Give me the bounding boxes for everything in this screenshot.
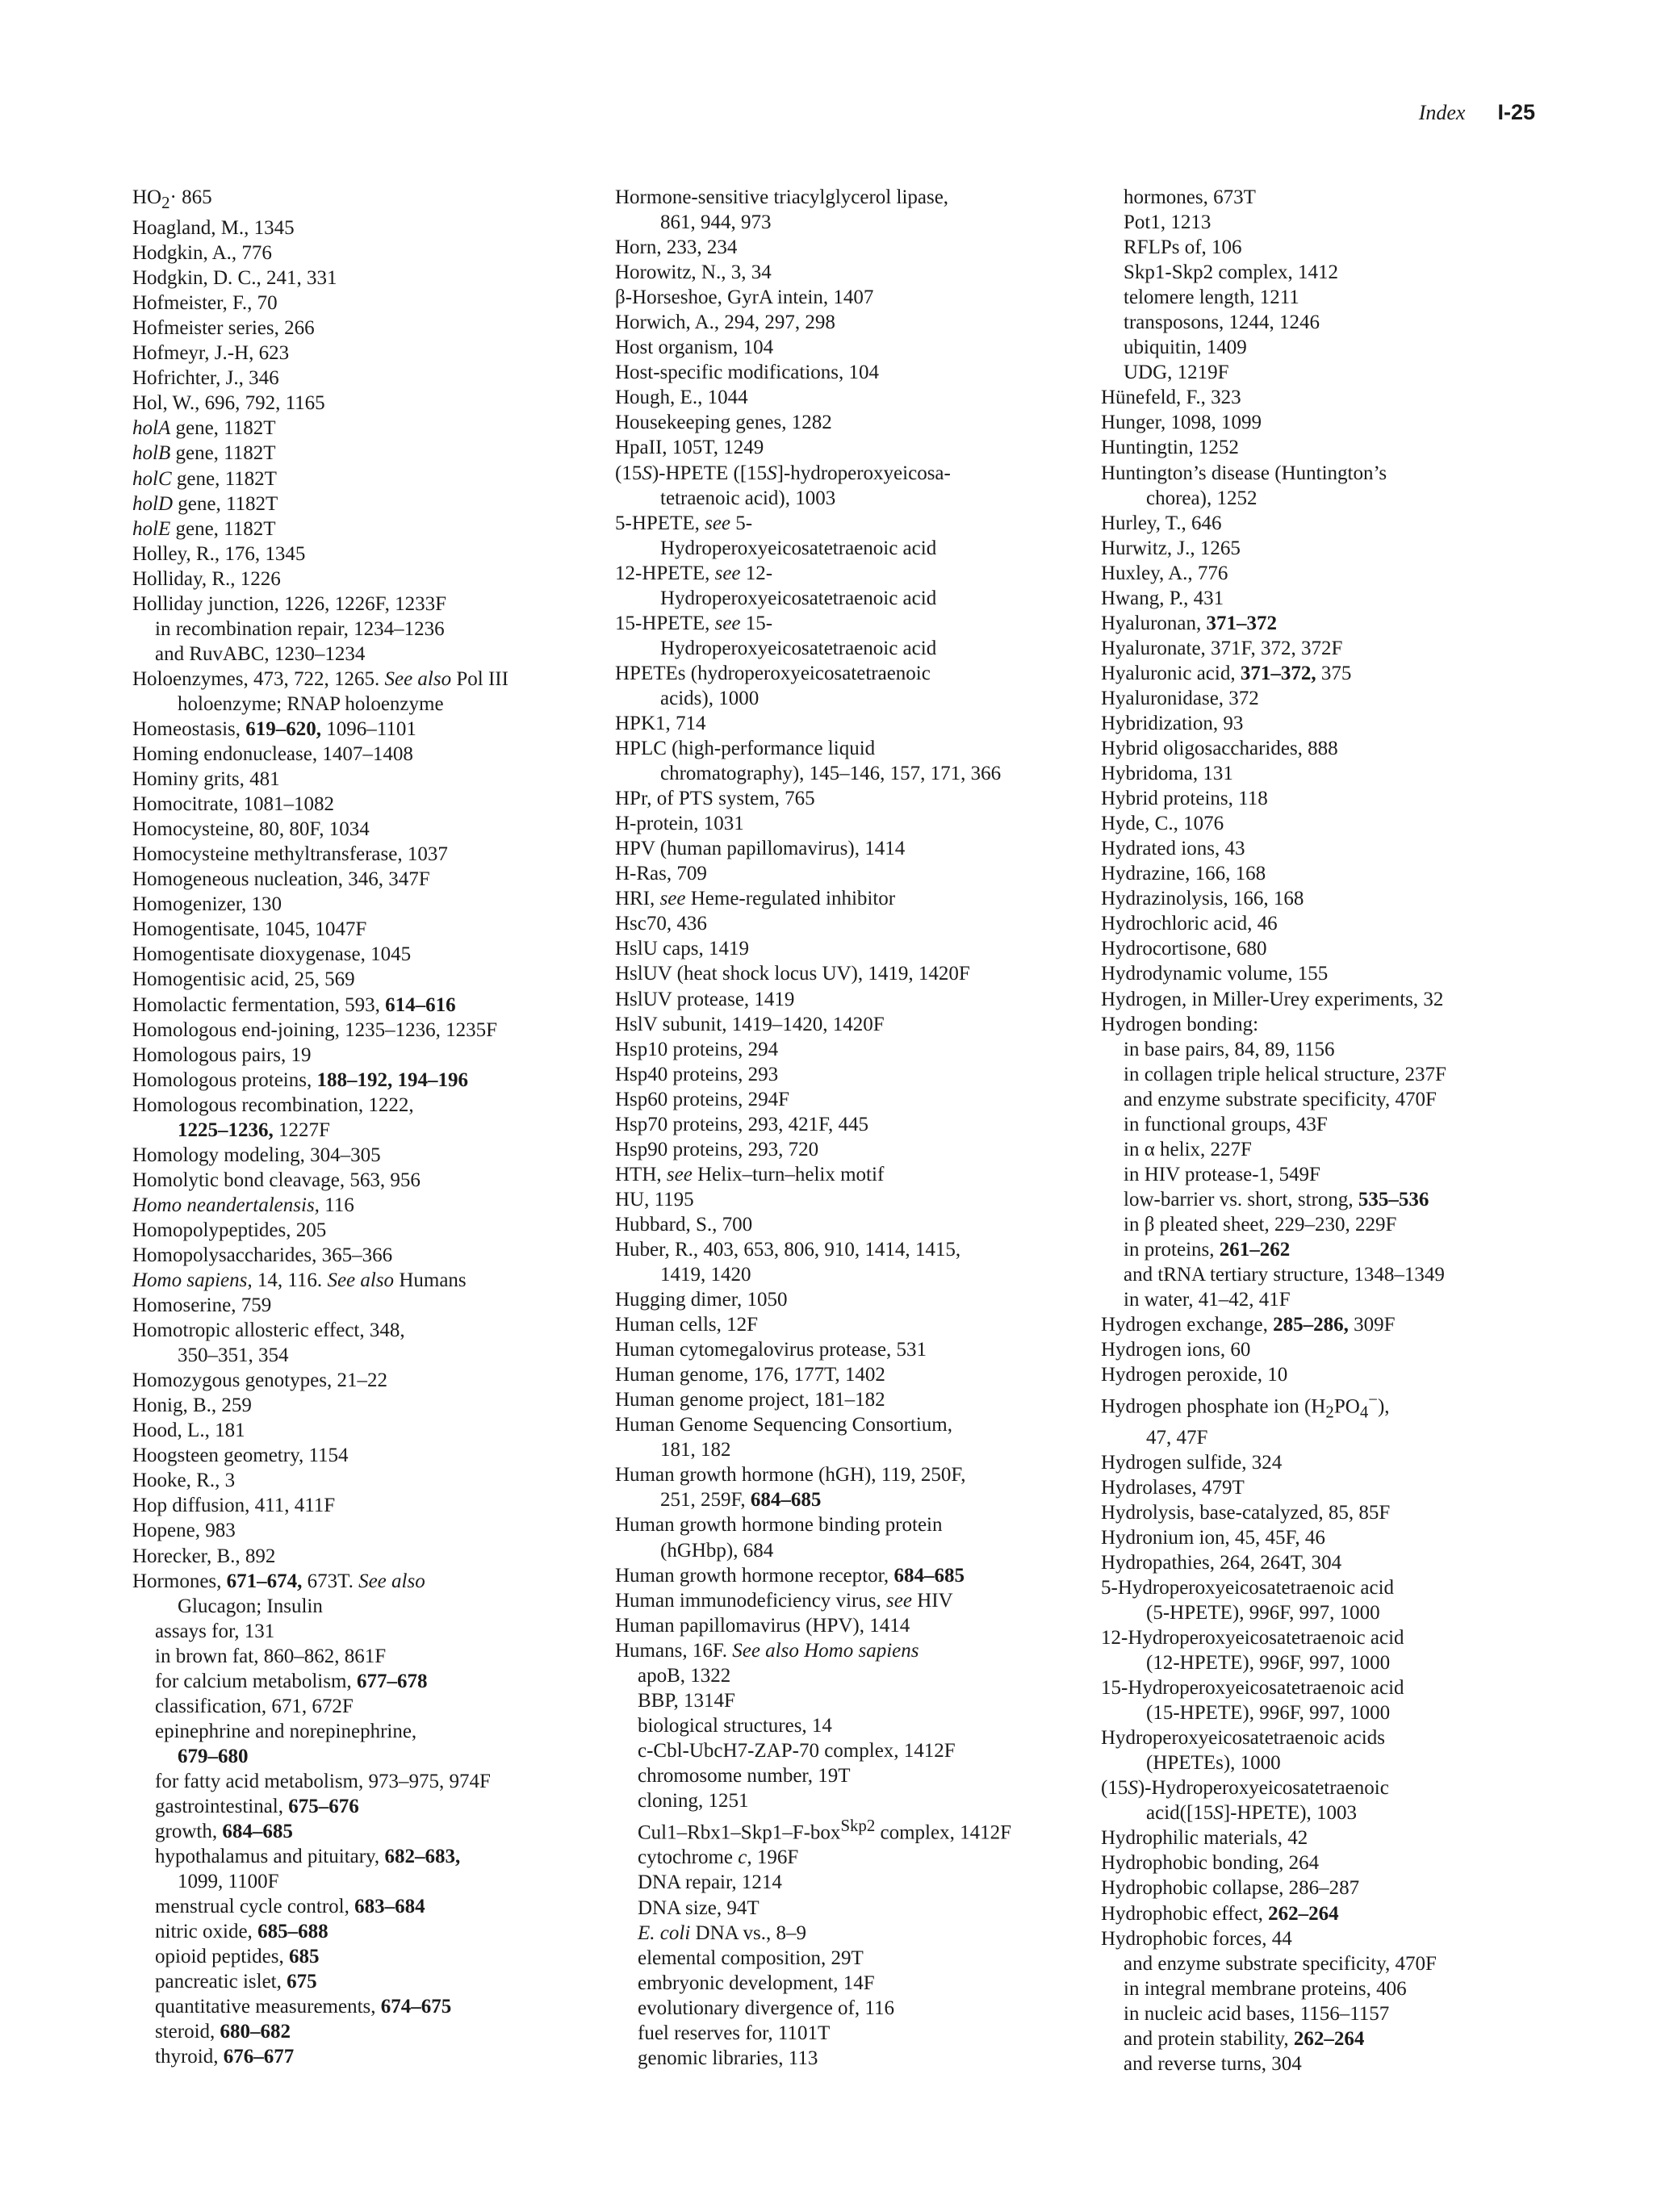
index-entry: Hydrodynamic volume, 155 xyxy=(1101,963,1329,985)
index-entry: Human genome, 176, 177T, 1402 xyxy=(615,1364,885,1386)
index-entry: Homocysteine methyltransferase, 1037 xyxy=(132,843,448,866)
index-entry: Hydrophilic materials, 42 xyxy=(1101,1827,1308,1850)
index-entry: Homopolypeptides, 205 xyxy=(132,1219,327,1241)
index-entry-continuation: chromatography), 145–146, 157, 171, 366 xyxy=(660,763,1002,785)
index-entry: Homozygous genotypes, 21–22 xyxy=(132,1369,387,1392)
index-entry: Hodgkin, A., 776 xyxy=(132,242,272,265)
index-entry: Hyaluronate, 371F, 372, 372F xyxy=(1101,637,1343,659)
index-entry: Hydrogen bonding: xyxy=(1101,1013,1259,1035)
index-entry-continuation: (15-HPETE), 996F, 997, 1000 xyxy=(1146,1702,1391,1725)
index-entry: Homopolysaccharides, 365–366 xyxy=(132,1244,393,1266)
index-entry: Homogentisate, 1045, 1047F xyxy=(132,918,367,941)
index-subentry: telomere length, 1211 xyxy=(1124,286,1299,309)
index-entry-continuation: 861, 944, 973 xyxy=(660,211,772,234)
index-entry: Hydrogen, in Miller-Urey experiments, 32 xyxy=(1101,988,1444,1010)
index-entry: Hsp40 proteins, 293 xyxy=(615,1063,779,1085)
index-entry-continuation: 251, 259F, 684–685 xyxy=(660,1489,822,1512)
index-subentry: in α helix, 227F xyxy=(1124,1138,1252,1160)
index-entry: holD gene, 1182T xyxy=(132,492,278,515)
index-subentry: and enzyme substrate specificity, 470F xyxy=(1124,1952,1437,1975)
index-entry: Hormones, 671–674, 673T. See also xyxy=(132,1570,425,1592)
index-entry: (15S)-HPETE ([15S]-hydroperoxyeicosa- xyxy=(615,462,951,484)
index-entry-continuation: acid([15S]-HPETE), 1003 xyxy=(1146,1802,1358,1825)
index-entry: Horn, 233, 234 xyxy=(615,236,738,259)
index-subentry: UDG, 1219F xyxy=(1124,362,1229,384)
index-entry: Hydrolysis, base-catalyzed, 85, 85F xyxy=(1101,1501,1391,1524)
index-subentry: for calcium metabolism, 677–678 xyxy=(155,1670,428,1692)
index-entry: Homocitrate, 1081–1082 xyxy=(132,793,334,816)
index-entry: Homogentisate dioxygenase, 1045 xyxy=(132,943,412,966)
index-entry: Horwich, A., 294, 297, 298 xyxy=(615,312,835,334)
index-subentry: pancreatic islet, 675 xyxy=(155,1971,317,1993)
index-entry: Human cells, 12F xyxy=(615,1314,759,1336)
index-subentry: transposons, 1244, 1246 xyxy=(1124,312,1320,334)
index-entry: Hybridization, 93 xyxy=(1101,712,1244,734)
index-entry-continuation: Glucagon; Insulin xyxy=(178,1595,323,1617)
index-entry: Hugging dimer, 1050 xyxy=(615,1289,788,1311)
index-entry: HU, 1195 xyxy=(615,1188,694,1211)
index-entry: Homo neandertalensis, 116 xyxy=(132,1194,354,1216)
index-entry-continuation: holoenzyme; RNAP holoenzyme xyxy=(178,692,444,715)
index-subentry: BBP, 1314F xyxy=(638,1689,735,1712)
index-subentry: classification, 671, 672F xyxy=(155,1695,354,1717)
index-entry: (15S)-Hydroperoxyeicosatetraenoic xyxy=(1101,1777,1389,1800)
index-subentry: in collagen triple helical structure, 237F xyxy=(1124,1063,1446,1085)
index-subentry: and reverse turns, 304 xyxy=(1124,2052,1302,2075)
index-subentry: evolutionary divergence of, 116 xyxy=(638,1997,894,2019)
index-subentry: Pot1, 1213 xyxy=(1124,211,1212,234)
index-entry: 12-Hydroperoxyeicosatetraenoic acid xyxy=(1101,1627,1404,1649)
index-subentry: and tRNA tertiary structure, 1348–1349 xyxy=(1124,1264,1445,1286)
index-subentry: E. coli DNA vs., 8–9 xyxy=(638,1921,807,1944)
index-entry: Homology modeling, 304–305 xyxy=(132,1144,381,1166)
index-entry: Hydrogen ions, 60 xyxy=(1101,1339,1251,1361)
index-entry: Hydroperoxyeicosatetraenoic acids xyxy=(1101,1727,1385,1750)
index-entry: Hsp10 proteins, 294 xyxy=(615,1038,779,1060)
index-entry: Hydrogen peroxide, 10 xyxy=(1101,1364,1288,1386)
index-entry: H-Ras, 709 xyxy=(615,863,707,885)
index-entry: Hydropathies, 264, 264T, 304 xyxy=(1101,1551,1342,1574)
index-entry: Host organism, 104 xyxy=(615,337,774,359)
index-subentry: in functional groups, 43F xyxy=(1124,1113,1328,1135)
index-entry: Hydrophobic effect, 262–264 xyxy=(1101,1902,1339,1925)
running-head xyxy=(1419,100,1535,125)
index-entry: Huber, R., 403, 653, 806, 910, 1414, 1415, xyxy=(615,1238,961,1261)
index-entry: Hofmeister, F., 70 xyxy=(132,292,278,315)
index-entry-continuation: Hydroperoxyeicosatetraenoic acid xyxy=(660,537,937,559)
index-entry: Homologous end-joining, 1235–1236, 1235F xyxy=(132,1018,498,1041)
index-entry: Hydrazinolysis, 166, 168 xyxy=(1101,888,1304,910)
index-entry: Homolactic fermentation, 593, 614–616 xyxy=(132,993,456,1016)
index-entry: Human papillomavirus (HPV), 1414 xyxy=(615,1614,910,1637)
index-subentry: in β pleated sheet, 229–230, 229F xyxy=(1124,1213,1397,1236)
index-entry: Hominy grits, 481 xyxy=(132,768,280,791)
index-entry: Homogenizer, 130 xyxy=(132,893,282,916)
index-entry: Homogentisic acid, 25, 569 xyxy=(132,968,355,991)
index-entry: Hurwitz, J., 1265 xyxy=(1101,537,1241,559)
index-entry: HPK1, 714 xyxy=(615,712,706,734)
index-entry: Human growth hormone binding protein xyxy=(615,1514,943,1537)
index-entry: Hooke, R., 3 xyxy=(132,1470,236,1492)
index-entry: Hydrophobic bonding, 264 xyxy=(1101,1852,1320,1875)
index-entry: Hubbard, S., 700 xyxy=(615,1213,753,1236)
index-entry: HTH, see Helix–turn–helix motif xyxy=(615,1163,885,1185)
index-entry: Horowitz, N., 3, 34 xyxy=(615,261,772,284)
index-entry: Hsc70, 436 xyxy=(615,913,707,935)
index-subentry: Cul1–Rbx1–Skp1–F-box$^{Skp2}$ complex, 1412F xyxy=(638,1816,1012,1844)
index-entry: Homing endonuclease, 1407–1408 xyxy=(132,743,413,766)
index-entry-continuation: (HPETEs), 1000 xyxy=(1146,1752,1281,1775)
index-entry: HPr, of PTS system, 765 xyxy=(615,788,815,810)
index-entry: Hoogsteen geometry, 1154 xyxy=(132,1445,349,1467)
index-entry: Human Genome Sequencing Consortium, xyxy=(615,1414,952,1436)
index-subentry: thyroid, 676–677 xyxy=(155,2046,295,2068)
index-entry: 5-HPETE, see 5- xyxy=(615,512,753,534)
index-entry: Hsp90 proteins, 293, 720 xyxy=(615,1138,819,1160)
index-entry: Homologous pairs, 19 xyxy=(132,1043,312,1066)
index-entry-continuation: chorea), 1252 xyxy=(1146,487,1258,509)
index-subentry: low-barrier vs. short, strong, 535–536 xyxy=(1124,1188,1429,1211)
index-entry: 15-Hydroperoxyeicosatetraenoic acid xyxy=(1101,1677,1404,1700)
index-entry-continuation: 350–351, 354 xyxy=(178,1344,289,1367)
index-entry: Human growth hormone receptor, 684–685 xyxy=(615,1564,965,1587)
index-entry: Hydrophobic forces, 44 xyxy=(1101,1927,1292,1950)
index-entry: HRI, see Heme-regulated inhibitor xyxy=(615,888,896,910)
index-entry: Huntingtin, 1252 xyxy=(1101,437,1239,459)
index-column-2 xyxy=(615,185,1075,2071)
index-entry: Hormone-sensitive triacylglycerol lipase, xyxy=(615,186,949,208)
index-subentry: Skp1-Skp2 complex, 1412 xyxy=(1124,261,1338,284)
index-entry: Hood, L., 181 xyxy=(132,1420,245,1442)
index-entry: Holliday, R., 1226 xyxy=(132,567,281,590)
index-subentry: cytochrome c, 196F xyxy=(638,1846,799,1869)
index-entry: Human immunodeficiency virus, see HIV xyxy=(615,1589,953,1612)
index-subentry: biological structures, 14 xyxy=(638,1714,832,1737)
index-subentry: quantitative measurements, 674–675 xyxy=(155,1996,452,2018)
index-entry: HslUV protease, 1419 xyxy=(615,988,795,1010)
index-subentry: DNA repair, 1214 xyxy=(638,1871,782,1894)
index-entry: Hydronium ion, 45, 45F, 46 xyxy=(1101,1526,1325,1549)
index-entry: Hofmeister series, 266 xyxy=(132,317,315,340)
index-entry-continuation: 181, 182 xyxy=(660,1439,731,1461)
index-entry: Homeostasis, 619–620, 1096–1101 xyxy=(132,717,416,740)
index-entry: Humans, 16F. See also Homo sapiens xyxy=(615,1639,919,1662)
index-subentry: in base pairs, 84, 89, 1156 xyxy=(1124,1038,1335,1060)
index-entry-continuation: Hydroperoxyeicosatetraenoic acid xyxy=(660,637,937,659)
index-subentry: and protein stability, 262–264 xyxy=(1124,2027,1365,2050)
index-entry: Hydrophobic collapse, 286–287 xyxy=(1101,1877,1360,1900)
index-subentry: ubiquitin, 1409 xyxy=(1124,337,1247,359)
index-entry: Homologous recombination, 1222, xyxy=(132,1093,414,1116)
index-subentry: steroid, 680–682 xyxy=(155,2021,291,2043)
index-entry: Hyde, C., 1076 xyxy=(1101,813,1224,835)
index-entry: Hydrogen exchange, 285–286, 309F xyxy=(1101,1314,1396,1336)
index-entry: Hunger, 1098, 1099 xyxy=(1101,412,1262,434)
index-entry: Hybrid oligosaccharides, 888 xyxy=(1101,738,1338,760)
index-entry: Homolytic bond cleavage, 563, 956 xyxy=(132,1169,421,1191)
index-entry: Hydrogen sulfide, 324 xyxy=(1101,1451,1283,1474)
index-entry: Hurley, T., 646 xyxy=(1101,512,1222,534)
index-entry: HslU caps, 1419 xyxy=(615,938,749,960)
index-entry: Human genome project, 181–182 xyxy=(615,1389,885,1411)
index-entry-continuation: tetraenoic acid), 1003 xyxy=(660,487,836,509)
index-entry: Hydrogen phosphate ion $(H_2PO_4^-)$, xyxy=(1101,1390,1390,1422)
index-subentry: hormones, 673T xyxy=(1124,186,1256,208)
index-entry: $HO_2\cdot 865$ xyxy=(132,186,212,212)
index-entry: HslUV (heat shock locus UV), 1419, 1420F xyxy=(615,963,970,985)
index-entry-continuation: (hGHbp), 684 xyxy=(660,1539,774,1562)
index-entry: Hyaluronidase, 372 xyxy=(1101,687,1259,709)
index-entry: 12-HPETE, see 12- xyxy=(615,562,773,584)
index-entry: Huxley, A., 776 xyxy=(1101,562,1228,584)
index-entry-continuation: (12-HPETE), 996F, 997, 1000 xyxy=(1146,1652,1391,1675)
index-subentry: in brown fat, 860–862, 861F xyxy=(155,1645,387,1667)
index-entry-continuation: 1225–1236, 1227F xyxy=(178,1119,330,1141)
index-entry: H-protein, 1031 xyxy=(615,813,744,835)
index-subentry: nitric oxide, 685–688 xyxy=(155,1921,329,1943)
index-entry: Host-specific modifications, 104 xyxy=(615,362,880,384)
index-entry: Hydrated ions, 43 xyxy=(1101,838,1245,860)
index-entry: 15-HPETE, see 15- xyxy=(615,612,773,634)
index-subentry: growth, 684–685 xyxy=(155,1821,293,1843)
index-entry: Homogeneous nucleation, 346, 347F xyxy=(132,868,430,891)
index-subentry: in recombination repair, 1234–1236 xyxy=(155,617,445,640)
index-entry: Hyaluronic acid, 371–372, 375 xyxy=(1101,662,1352,684)
index-entry-continuation: acids), 1000 xyxy=(660,687,760,709)
index-entry-continuation: (5-HPETE), 996F, 997, 1000 xyxy=(1146,1601,1380,1624)
index-subentry: DNA size, 94T xyxy=(638,1896,760,1919)
index-entry-continuation: 47, 47F xyxy=(1146,1426,1208,1449)
index-subentry: opioid peptides, 685 xyxy=(155,1946,320,1968)
index-subentry: hypothalamus and pituitary, 682–683, xyxy=(155,1846,461,1868)
index-entry: Honig, B., 259 xyxy=(132,1395,252,1417)
index-entry: Hofmeyr, J.-H, 623 xyxy=(132,342,290,365)
index-entry: Homo sapiens, 14, 116. See also Humans xyxy=(132,1269,467,1292)
index-entry: Hydrolases, 479T xyxy=(1101,1476,1245,1499)
index-entry: HPETEs (hydroperoxyeicosatetraenoic xyxy=(615,662,931,684)
index-entry: Hyaluronan, 371–372 xyxy=(1101,612,1278,634)
index-subentry: elemental composition, 29T xyxy=(638,1946,864,1969)
index-subentry: embryonic development, 14F xyxy=(638,1972,875,1994)
index-entry: Hydrazine, 166, 168 xyxy=(1101,863,1266,885)
index-entry: β-Horseshoe, GyrA intein, 1407 xyxy=(615,286,874,309)
index-entry: Holley, R., 176, 1345 xyxy=(132,542,306,565)
index-subentry: in proteins, 261–262 xyxy=(1124,1238,1291,1261)
index-entry: Hsp60 proteins, 294F xyxy=(615,1088,789,1110)
index-entry: Hough, E., 1044 xyxy=(615,387,748,409)
index-entry-continuation: 1099, 1100F xyxy=(178,1871,279,1893)
index-entry: Hol, W., 696, 792, 1165 xyxy=(132,392,325,415)
index-subentry: fuel reserves for, 1101T xyxy=(638,2022,831,2044)
index-entry: holE gene, 1182T xyxy=(132,517,276,540)
index-entry: Hodgkin, D. C., 241, 331 xyxy=(132,267,337,290)
index-entry: Hybridoma, 131 xyxy=(1101,763,1233,785)
index-entry: Hoagland, M., 1345 xyxy=(132,217,295,240)
index-subentry: c-Cbl-UbcH7-ZAP-70 complex, 1412F xyxy=(638,1739,956,1762)
index-subentry: cloning, 1251 xyxy=(638,1790,749,1812)
index-entry: holB gene, 1182T xyxy=(132,442,276,465)
index-entry: Holoenzymes, 473, 722, 1265. See also Pol III xyxy=(132,667,508,690)
index-entry: Homotropic allosteric effect, 348, xyxy=(132,1319,405,1342)
index-entry: Homologous proteins, 188–192, 194–196 xyxy=(132,1068,468,1091)
index-entry: Hydrochloric acid, 46 xyxy=(1101,913,1278,935)
index-entry: HPV (human papillomavirus), 1414 xyxy=(615,838,906,860)
index-entry: Hwang, P., 431 xyxy=(1101,587,1224,609)
index-column-1 xyxy=(132,185,589,2070)
index-entry: holA gene, 1182T xyxy=(132,417,276,440)
index-entry: HslV subunit, 1419–1420, 1420F xyxy=(615,1013,885,1035)
index-entry: Hybrid proteins, 118 xyxy=(1101,788,1268,810)
index-entry: Homocysteine, 80, 80F, 1034 xyxy=(132,818,370,841)
index-entry: Human growth hormone (hGH), 119, 250F, xyxy=(615,1464,966,1487)
index-entry: Holliday junction, 1226, 1226F, 1233F xyxy=(132,592,446,615)
index-subentry: assays for, 131 xyxy=(155,1620,275,1642)
index-subentry: in integral membrane proteins, 406 xyxy=(1124,1977,1407,2000)
index-entry: HpaII, 105T, 1249 xyxy=(615,437,764,459)
index-subentry: and enzyme substrate specificity, 470F xyxy=(1124,1088,1437,1110)
index-entry: Hsp70 proteins, 293, 421F, 445 xyxy=(615,1113,868,1135)
index-subentry: gastrointestinal, 675–676 xyxy=(155,1796,359,1817)
index-subentry: in water, 41–42, 41F xyxy=(1124,1289,1291,1311)
index-entry-continuation: Hydroperoxyeicosatetraenoic acid xyxy=(660,587,937,609)
index-subentry: in HIV protease-1, 549F xyxy=(1124,1163,1320,1185)
index-subentry: genomic libraries, 113 xyxy=(638,2047,818,2069)
index-entry: Human cytomegalovirus protease, 531 xyxy=(615,1339,927,1361)
page-number: I-25 xyxy=(1497,100,1535,124)
index-subentry: apoB, 1322 xyxy=(638,1664,731,1687)
index-subentry: RFLPs of, 106 xyxy=(1124,236,1242,259)
index-entry: Hop diffusion, 411, 411F xyxy=(132,1495,336,1517)
index-subentry: in nucleic acid bases, 1156–1157 xyxy=(1124,2002,1390,2025)
index-entry: Horecker, B., 892 xyxy=(132,1545,276,1567)
index-entry: HPLC (high-performance liquid xyxy=(615,738,876,760)
index-entry: Homoserine, 759 xyxy=(132,1294,272,1317)
index-entry: Housekeeping genes, 1282 xyxy=(615,412,832,434)
index-column-3 xyxy=(1101,185,1558,2076)
index-subentry: chromosome number, 19T xyxy=(638,1764,851,1787)
index-entry: Hopene, 983 xyxy=(132,1520,236,1542)
index-entry: Hünefeld, F., 323 xyxy=(1101,387,1241,409)
index-entry: Hofrichter, J., 346 xyxy=(132,367,279,390)
index-entry-continuation: 1419, 1420 xyxy=(660,1264,751,1286)
index-subentry: and RuvABC, 1230–1234 xyxy=(155,642,366,665)
running-head-title: Index xyxy=(1418,101,1466,124)
index-subentry: epinephrine and norepinephrine, xyxy=(155,1720,417,1742)
index-subentry: menstrual cycle control, 683–684 xyxy=(155,1896,425,1918)
index-entry: Hydrocortisone, 680 xyxy=(1101,938,1267,960)
index-entry-continuation: 679–680 xyxy=(178,1745,249,1767)
index-entry: holC gene, 1182T xyxy=(132,467,277,490)
index-entry: Huntington’s disease (Huntington’s xyxy=(1101,462,1387,484)
index-subentry: for fatty acid metabolism, 973–975, 974F xyxy=(155,1770,491,1792)
index-entry: 5-Hydroperoxyeicosatetraenoic acid xyxy=(1101,1576,1395,1599)
